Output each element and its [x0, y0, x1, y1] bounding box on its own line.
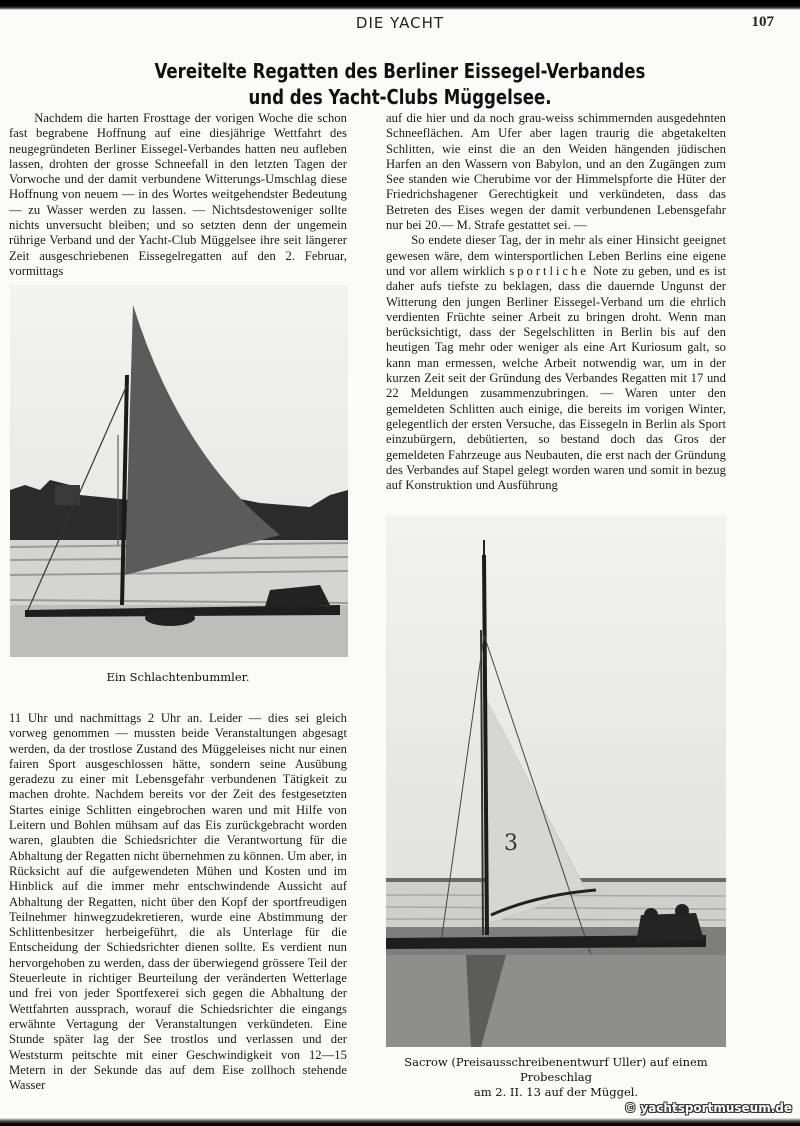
paragraph: Nachdem die harten Frosttage der vorigen Woche die schon fast begrabene Hoffnung auf eine diesjährige Wettfahrt des neugegründeten Berliner Eissegel-Verbandes hatten neu aufleben lassen, drohten der grosse Schneefall in den letzten Tagen der Vorwoche und der damit verbundene Witterungs-Umschlag diese Hoffnung von neuem — in des Wortes weitgehendster Bedeutung — zu Wasser werden zu lassen. — Nichtsdestoweniger sollte nichts unversucht bleiben; und so setzten denn der ungemein rührige Verband und der Yacht-Club Müggelsee ihre seit längerer Zeit ausgeschriebenen Eissegelregatten auf den 2. Februar, vormittags [9, 111, 347, 278]
photo-ice-yacht-sacrow [386, 515, 726, 1047]
left-column-bottom [9, 711, 347, 1093]
scan-border-top [0, 0, 800, 10]
ice-yacht-image [386, 515, 726, 1047]
article-title [40, 58, 760, 110]
article-title-line-1: Vereitelte Regatten des Berliner Eissegel-Verbandes [154, 59, 646, 83]
emphasis-sportliche: sportliche [509, 263, 589, 278]
article-title-line-2: und des Yacht-Clubs Müggelsee. [248, 85, 552, 109]
figure-caption-2-line-2: am 2. II. 13 auf der Müggel. [473, 1085, 639, 1099]
figure-caption-2-line-1: Sacrow (Preisausschreibenentwurf Uller) auf einem Probeschlag [404, 1055, 708, 1084]
figure-caption-1: Ein Schlachtenbummler. [106, 670, 250, 684]
left-column-top [9, 111, 347, 279]
paragraph: 11 Uhr und nachmittags 2 Uhr an. Leider — dies sei gleich vorweg genommen — mussten beide Veranstaltungen abgesagt werden, da der trostlose Zustand des Müggeleises nicht nur einen fairen Sport ausgeschlossen hätte, sondern seine Ausübung geradezu zu einer mit Lebensgefahr verbundenen Tätigkeit zu machen drohte. Nachdem bereits vor der Zeit des festgesetzten Startes einige Schlitten eingebrochen waren und mit Hilfe von Leitern und Bohlen mühsam auf das Eis zurückgebracht worden waren, glaubten die Schiedsrichter die Verantwortung für die Abhaltung der Regatten nicht übernehmen zu können. Um aber, in Rücksicht auf die aufgewendeten Mühen und Kosten und im Hinblick auf die immer mehr entschwindende Aussicht auf Abhaltung der Regatten, nicht über den Kopf der sportfreudigen Teilnehmer hinwegzudekretieren, wurde eine Abstimmung der Schlittenbesitzer herbeigeführt, die als Unterlage für die Entscheidung der Schiedsrichter dienen sollte. Es verdient nun hervorgehoben zu werden, dass der überwiegend grössere Teil der Steuerleute in richtiger Beurteilung der veränderten Wetterlage und frei von jeder Sportfexerei sich gegen die Abhaltung der Wettfahrten aussprach, worauf die Schiedsrichter die eingangs erwähnte Vertagung der Veranstaltungen verkündeten. Eine Stunde später lag der See trostlos und verlassen und der Weststurm peitschte mit einer Geschwindigkeit von 12—15 Metern in der Sekunde das auf dem Eise zollhoch stehende Wasser [9, 711, 347, 1093]
paragraph: auf die hier und da noch grau-weiss schimmernden ausgedehnten Schneeflächen. Am Ufer aber lagen traurig die abgetakelten Schlitten, wie einst die an den Weiden hängenden jüdischen Harfen an den Wassern von Babylon, und an den Zugängen zum See standen wie Cherubime vor der Himmelspforte die Hüter der Friedrichshagener Gerechtigkeit und verkündeten, dass das Betreten des Eises wegen der damit verbundenen Lebensgefahr nur bei 20.— M. Strafe gestattet sei. — [386, 111, 726, 233]
paragraph: So endete dieser Tag, der in mehr als einer Hinsicht geeignet gewesen wäre, dem wintersportlichen Leben Berlins eine eigene und vor allem wirklich sportliche Note zu geben, und es ist daher aufs tiefste zu beklagen, dass die dauernde Ungunst der Witterung den jungen Berliner Eissegel-Verband um die ehrlich verdienten Früchte seiner Arbeit zu bringen droht. Wenn man berücksichtigt, dass der Segelschlitten in Berlin bis auf den heutigen Tag mehr oder weniger als eine Art Kuriosum galt, so kann man ermessen, welche Arbeit notwendig war, um in der kurzen Zeit seit der Gründung des Verbandes Regatten mit 17 und 22 Meldungen zusammenzubringen. — Waren unter den gemeldeten Schlitten auch einige, die bereits im vorigen Winter, gelegentlich der ersten Versuche, das Eissegeln in Berlin als Sport einzubürgern, debütierten, so bestand doch das Gros der gemeldeten Fahrzeuge aus Neubauten, die erst nach der Gründung des Verbandes auf Stapel gelegt worden waren und somit in bezug auf Konstruktion und Ausführung [386, 233, 726, 493]
page-number: 107 [751, 14, 774, 30]
running-head: DIE YACHT [355, 14, 445, 32]
scan-border-bottom [0, 1118, 800, 1126]
figure-caption-2 [386, 1055, 726, 1100]
copyright-watermark: © yachtsportmuseum.de [624, 1101, 792, 1115]
right-column-top [386, 111, 726, 493]
svg-text:3: 3 [504, 831, 518, 856]
photo-ice-yacht-schlachtenbummler [10, 285, 348, 657]
ice-yacht-image [10, 285, 348, 657]
